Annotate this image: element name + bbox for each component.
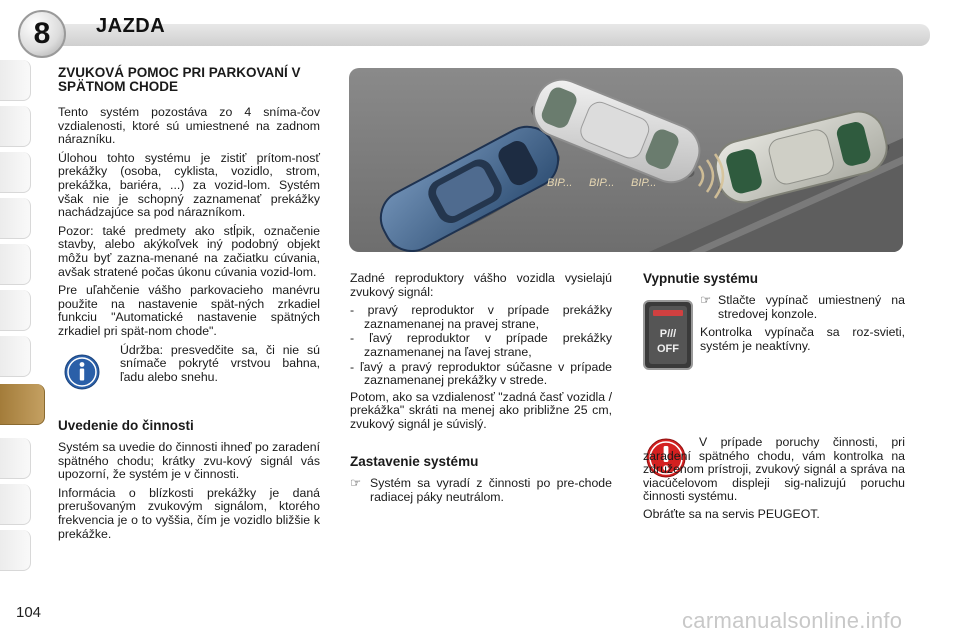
bullet-text: Systém sa vyradí z činnosti po pre-chode radiacej páky neutrálom. bbox=[370, 476, 612, 504]
beep-label: BIP... bbox=[631, 177, 657, 189]
side-tab[interactable] bbox=[0, 198, 31, 239]
switch-label: P/// bbox=[659, 328, 677, 340]
side-tab[interactable] bbox=[0, 152, 31, 193]
switch-label: OFF bbox=[657, 343, 679, 355]
info-icon bbox=[64, 354, 100, 390]
hand-pointer-icon: ☞ bbox=[700, 293, 712, 307]
bullet-item bbox=[700, 294, 905, 321]
list-item: - ľavý reproduktor v prípade prekážky zaznamenanej na ľavej strane, bbox=[350, 331, 612, 359]
bullet-text: Stlačte vypínač umiestnený na stredovej konzole. bbox=[718, 293, 905, 321]
park-assist-switch-icon bbox=[643, 300, 693, 370]
section-heading: Uvedenie do činnosti bbox=[58, 417, 194, 433]
paragraph: Pre uľahčenie vášho parkovacieho manévru použite na nastavenie spät-ných zrkadiel funkciu "Automatické nastavenie spätných zrkadiel pri spät-nom chode". bbox=[58, 283, 320, 338]
section-title: ZVUKOVÁ POMOC PRI PARKOVANÍ V SPÄTNOM CHODE bbox=[58, 65, 301, 94]
paragraph: Potom, ako sa vzdialenosť "zadná časť vozidla / prekážka" skráti na menej ako približne 25 cm, zvukový signál je súvislý. bbox=[350, 389, 612, 431]
side-tab[interactable] bbox=[0, 60, 31, 101]
warning-text: V prípade poruchy činnosti, pri zaradení spätného chodu, vám kontrolka na združenom prístroji, zvukový signál a správa na viacúčelovom displeji sig-nalizujú poruchu činnosti systému. bbox=[643, 435, 905, 504]
middle-column bbox=[350, 272, 612, 509]
speaker-list bbox=[350, 304, 612, 388]
parking-illustration bbox=[349, 68, 903, 252]
right-column bbox=[643, 272, 905, 295]
chapter-title: JAZDA bbox=[96, 15, 166, 37]
side-tab[interactable] bbox=[0, 290, 31, 331]
watermark: carmanualsonline.info bbox=[682, 608, 903, 633]
beep-label: BIP... bbox=[589, 177, 615, 189]
side-tab[interactable] bbox=[0, 484, 31, 525]
warning-note bbox=[643, 436, 905, 527]
list-item: - pravý reproduktor v prípade prekážky zaznamenanej na pravej strane, bbox=[350, 303, 612, 331]
left-column bbox=[58, 66, 320, 546]
beep-label: BIP... bbox=[547, 177, 573, 189]
side-tab[interactable] bbox=[0, 438, 31, 479]
paragraph: Pozor: také predmety ako stĺpik, označenie stavby, alebo akýkoľvek iný podobný objekt môžu byť zazna-menané na začiatku cúvania, avšak stratené počas úkonu cúvania vozid-lom. bbox=[58, 223, 320, 279]
hand-pointer-icon: ☞ bbox=[350, 476, 362, 491]
paragraph: Zadné reproduktory vášho vozidla vysielajú zvukový signál: bbox=[350, 271, 612, 299]
side-tab-strip bbox=[0, 50, 32, 610]
paragraph: Kontrolka vypínača sa roz-svieti, systém je neaktívny. bbox=[700, 325, 905, 353]
switch-instructions bbox=[700, 294, 905, 358]
paragraph: Úlohou tohto systému je zistiť prítom-nosť prekážky (osoba, cyklista, vozidlo, strom, prekážka, bariéra, ...) za vozid-lom. Systém však nie je schopný zaznamenať prekážky nachádzajúce sa pod nárazníkom. bbox=[58, 150, 320, 220]
parking-scene-image bbox=[349, 68, 903, 252]
info-note bbox=[58, 344, 320, 390]
section-heading: Vypnutie systému bbox=[643, 271, 759, 286]
chapter-header-bar bbox=[60, 24, 930, 46]
page-number: 104 bbox=[16, 604, 42, 621]
paragraph: Obráťte sa na servis PEUGEOT. bbox=[643, 506, 820, 521]
side-tab[interactable] bbox=[0, 336, 31, 377]
chapter-number-badge: 8 bbox=[18, 10, 66, 58]
side-tab[interactable] bbox=[0, 244, 31, 285]
list-item: - ľavý a pravý reproduktor súčasne v prípade zaznamenanej prekážky v strede. bbox=[350, 359, 612, 388]
section-heading: Zastavenie systému bbox=[350, 453, 479, 469]
side-tab[interactable] bbox=[0, 530, 31, 571]
paragraph: Tento systém pozostáva zo 4 sníma-čov vzdialenosti, ktoré sú umiestnené na zadnom nárazníku. bbox=[58, 105, 320, 147]
paragraph: Informácia o blízkosti prekážky je daná prerušovaným zvukovým signálom, ktorého frekvencia je o to vyššia, čím je vozidlo bližšie k prekážke. bbox=[58, 485, 320, 541]
info-note-text: Údržba: presvedčite sa, či nie sú snímače pokryté vrstvou bahna, ľadu alebo snehu. bbox=[120, 342, 320, 384]
paragraph: Systém sa uvedie do činnosti ihneď po zaradení spätného chodu; krátky zvu-kový signál vás upozorní, že systém je v činnosti. bbox=[58, 440, 320, 482]
side-tab-active[interactable] bbox=[0, 384, 45, 425]
bullet-item bbox=[350, 477, 612, 504]
side-tab[interactable] bbox=[0, 106, 31, 147]
